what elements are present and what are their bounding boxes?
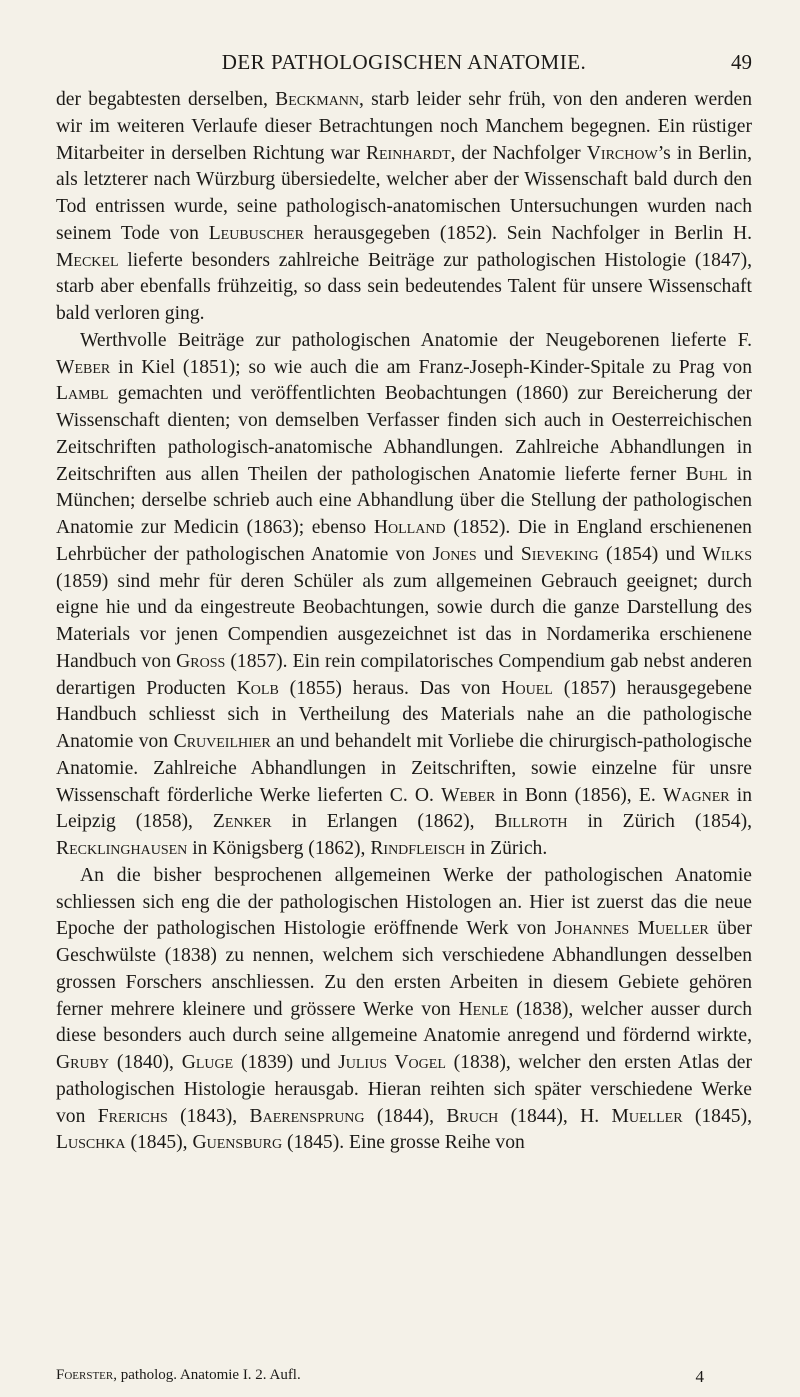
text-run: in Königsberg (1862), xyxy=(187,838,371,859)
footer-title: , patholog. Anatomie I. 2. Aufl. xyxy=(113,1367,301,1383)
author-name: Luschka xyxy=(56,1132,126,1154)
author-name: Mueller xyxy=(611,1105,683,1127)
text-run: herausgegeben (1852). Sein Nachfolger in Berlin H. xyxy=(303,222,753,244)
text-run: (1857) herausgegebene Handbuch schliesst sich in Vertheilung des Materials nahe an die pathologische Anatomie von xyxy=(56,677,752,752)
author-name: Recklinghausen xyxy=(56,838,188,859)
text-run: (1857). Ein rein compilatorisches Compendium gab nebst anderen derartigen Producten xyxy=(56,650,752,699)
text-run: an und behandelt mit Vorliebe die chirurgisch-pathologische Anatomie. Zahlreiche Abhandlungen in Zeitschriften, sowie einzelne für unsre Wissenschaft förderliche Werke lieferten C. O. xyxy=(56,731,752,806)
author-name: Gross xyxy=(176,650,226,672)
text-run: in Bonn (1856), E. xyxy=(495,784,663,806)
author-name: Reinhardt xyxy=(365,142,451,164)
paragraph xyxy=(56,87,752,328)
author-name: Guensburg xyxy=(192,1132,283,1154)
text-run: Werthvolle Beiträge zur pathologischen Anatomie der Neugeborenen lieferte F. xyxy=(80,329,752,351)
paragraph xyxy=(56,328,752,863)
text-run: (1859) sind mehr für deren Schüler als zum allgemeinen Gebrauch geeignet; durch eigne hie und da eingestreute Beobachtungen, sowie durch die ganze Darstellung des Materials vor jenen Compendien ausgezeichnet ist das in Nordamerika erschienene Handbuch von xyxy=(56,570,752,672)
author-name: Lambl xyxy=(56,383,109,405)
page-footer xyxy=(56,1367,752,1389)
author-name: Leubuscher xyxy=(208,222,304,244)
text-run: (1843), xyxy=(167,1105,250,1127)
text-run: in München; derselbe schrieb auch eine Abhandlung über die Stellung der pathologischen Anatomie zur Medicin (1863); ebenso xyxy=(56,463,753,538)
text-run: , starb leider sehr früh, von den anderen werden wir im weiteren Verlaufe dieser Betrachtungen noch Manchem begegnen. Ein rüstiger Mitarbeiter in derselben Richtung war xyxy=(56,89,752,164)
body-text xyxy=(56,87,752,1157)
author-name: Gluge xyxy=(181,1052,234,1073)
text-run: lieferte besonders zahlreiche Beiträge zur pathologischen Histologie (1847), starb aber ebenfalls frühzeitig, so dass sein bedeutendes Talent für unsere Wissenschaft bald verloren ging. xyxy=(56,249,752,324)
book-page xyxy=(56,0,752,1397)
text-run: über Geschwülste (1838) zu nennen, welchem sich verschiedene Abhandlungen desselben grossen Forschers anschliessen. Zu den ersten Arbeiten in diesem Gebiete gehören ferner mehrere kleinere und grössere Werke von xyxy=(56,918,752,1020)
text-run: (1845), xyxy=(125,1132,193,1154)
text-run: (1854) und xyxy=(598,543,703,565)
paragraph xyxy=(56,863,752,1157)
text-run: der begabtesten derselben, xyxy=(56,89,276,110)
text-run: ’s in Berlin, als letzterer nach Würzburg übersiedelte, welcher aber der Wissenschaft bald durch den Tod entrissen wurde, seine pathologisch-anatomischen Untersuchungen wurden nach seinem Tode von xyxy=(56,142,752,244)
author-name: Henle xyxy=(458,998,509,1020)
text-run: in Zürich. xyxy=(465,838,548,859)
text-run: (1852). Die in England erschienenen Lehrbücher der pathologischen Anatomie von xyxy=(56,517,752,565)
author-name: Virchow xyxy=(586,142,658,164)
author-name: Billroth xyxy=(494,811,568,833)
signature-mark: 4 xyxy=(695,1367,704,1386)
text-run: (1839) und xyxy=(233,1052,339,1073)
text-run: (1845), xyxy=(682,1105,752,1127)
author-name: Frerichs xyxy=(97,1105,168,1127)
author-name: Weber xyxy=(441,784,496,806)
author-name: Jones xyxy=(432,543,477,565)
author-name: Cruveilhier xyxy=(173,731,271,752)
author-name: Wilks xyxy=(702,543,752,565)
text-run: in Zürich (1854), xyxy=(567,811,752,833)
text-run: und xyxy=(476,543,521,565)
author-name: Gruby xyxy=(56,1052,110,1073)
text-run: (1845). Eine grosse Reihe von xyxy=(282,1132,525,1154)
author-name: Johannes Mueller xyxy=(554,918,709,940)
author-name: Julius Vogel xyxy=(338,1052,446,1073)
footer-author: Foerster xyxy=(56,1367,114,1383)
text-run: (1838), welcher ausser durch diese besonders auch durch seine allgemeine Anatomie anregend und fördernd wirkte, xyxy=(56,998,753,1047)
author-name: Weber xyxy=(56,356,111,378)
text-run: in Erlangen (1862), xyxy=(271,811,495,833)
author-name: Baerensprung xyxy=(249,1105,365,1127)
author-name: Bruch xyxy=(446,1105,499,1127)
text-run: in Leipzig (1858), xyxy=(56,784,753,833)
author-name: Sieveking xyxy=(520,543,599,565)
text-run: (1844), xyxy=(364,1105,447,1127)
text-run: (1855) heraus. Das von xyxy=(278,677,502,699)
author-name: Buhl xyxy=(685,463,728,485)
text-run: An die bisher besprochenen allgemeinen Werke der pathologischen Anatomie schliessen sich eng die der pathologischen Histologen an. Hier ist zuerst das die neue Epoche der pathologischen Histologie eröffnende Werk von xyxy=(56,864,752,940)
page-header xyxy=(56,50,752,80)
author-name: Holland xyxy=(373,517,446,538)
author-name: Kolb xyxy=(236,677,279,699)
footer-citation xyxy=(56,1367,301,1384)
author-name: Beckmann xyxy=(275,89,360,110)
text-run: (1844), H. xyxy=(498,1105,612,1127)
page-number: 49 xyxy=(731,50,752,74)
text-run: (1838), welcher den ersten Atlas der pathologischen Histologie herausgab. Hieran reihten sich später verschiedene Werke von xyxy=(56,1052,752,1127)
text-run: gemachten und veröffentlichten Beobachtungen (1860) zur Bereicherung der Wissenschaft dienten; von demselben Verfasser finden sich auch in Oesterreichischen Zeitschriften pathologisch-anatomische Abhandlungen. Zahlreiche Abhandlungen in Zeitschriften aus allen Theilen der pathologischen Anatomie lieferte ferner xyxy=(56,383,752,485)
author-name: Zenker xyxy=(212,811,272,833)
text-run: (1840), xyxy=(109,1052,182,1073)
text-run: , der Nachfolger xyxy=(450,142,587,164)
author-name: Houel xyxy=(501,677,553,699)
text-run: in Kiel (1851); so wie auch die am Franz-Joseph-Kinder-Spitale zu Prag von xyxy=(110,356,752,378)
author-name: Rindfleisch xyxy=(370,838,466,859)
author-name: Meckel xyxy=(56,249,119,271)
author-name: Wagner xyxy=(662,784,730,806)
running-title: DER PATHOLOGISCHEN ANATOMIE. xyxy=(221,50,587,74)
